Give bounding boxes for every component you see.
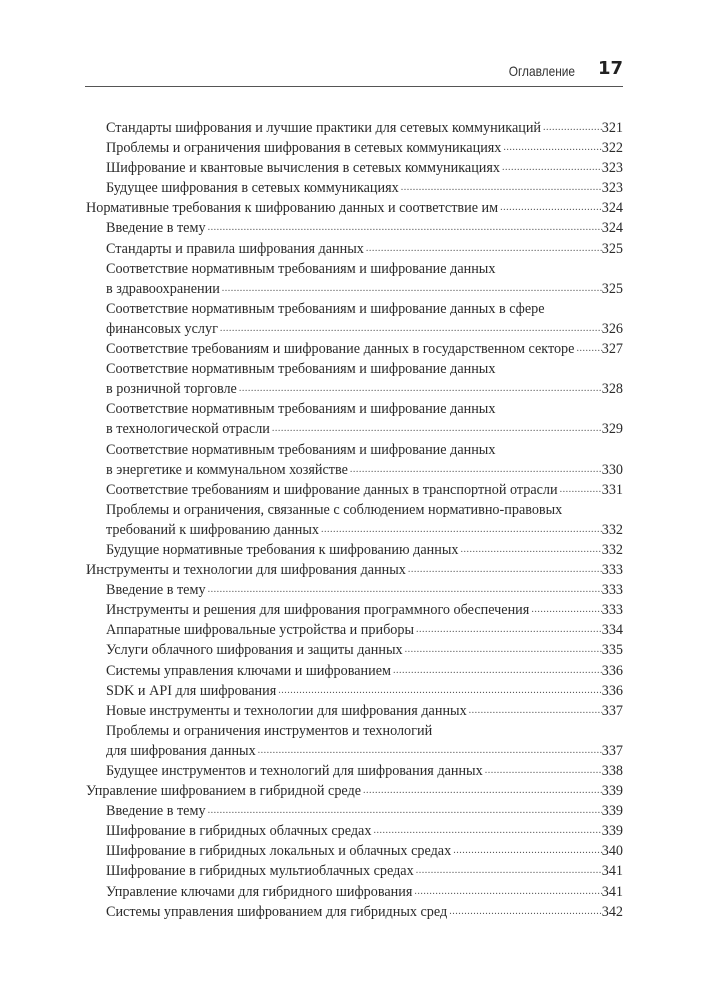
toc-entry-title: Инструменты и решения для шифрования программного обеспечения — [106, 602, 530, 619]
toc-entry-title: Введение в тему — [106, 582, 206, 599]
toc-entry-page: 323 — [601, 160, 623, 177]
toc-entry-title-part: Проблемы и ограничения, связанные с соблюдением нормативно-правовых — [106, 501, 563, 518]
toc-entry-title: Введение в тему — [106, 803, 206, 820]
toc-entry-title: Новые инструменты и технологии для шифрования данных — [106, 702, 467, 719]
dot-leader — [414, 861, 602, 881]
toc-entry-first-line — [106, 299, 623, 319]
toc-entry-title-part: Соответствие нормативным требованиям и шифрование данных в сфере — [106, 300, 545, 317]
toc-subsection-entry[interactable] — [86, 580, 623, 600]
toc-entry-page: 341 — [601, 863, 623, 880]
toc-entry-title: в энергетике и коммунальном хозяйстве — [106, 461, 348, 478]
toc-entry-page: 337 — [601, 702, 623, 719]
toc-subsection-entry[interactable] — [86, 600, 623, 620]
dot-leader — [364, 239, 602, 259]
dot-leader — [399, 178, 602, 198]
toc-entry-title: SDK и API для шифрования — [106, 682, 277, 699]
toc-entry-title: Проблемы и ограничения шифрования в сетевых коммуникациях — [106, 140, 502, 157]
toc-entry-page: 334 — [601, 622, 623, 639]
toc-entry-title: Управление шифрованием в гибридной среде — [86, 783, 362, 800]
dot-leader — [529, 600, 601, 620]
toc-entry-page: 337 — [601, 742, 623, 759]
toc-entry-title-part: Соответствие нормативным требованиям и шифрование данных — [106, 401, 496, 418]
toc-subsection-entry[interactable] — [86, 540, 623, 560]
dot-leader — [574, 339, 601, 359]
toc-entry-title: в здравоохранении — [106, 280, 220, 297]
toc-subsection-entry[interactable] — [86, 399, 623, 439]
toc-entry-page: 330 — [601, 461, 623, 478]
toc-entry-page: 333 — [601, 602, 623, 619]
toc-subsection-entry[interactable] — [86, 661, 623, 681]
toc-entry-page: 336 — [601, 682, 623, 699]
toc-subsection-entry[interactable] — [86, 681, 623, 701]
toc-entry-page: 341 — [601, 883, 623, 900]
toc-entry-page: 331 — [601, 481, 623, 498]
toc-subsection-entry[interactable] — [86, 761, 623, 781]
toc-entry-page: 326 — [601, 320, 623, 337]
toc-entry-page: 329 — [601, 421, 623, 438]
toc-section-entry[interactable] — [86, 560, 623, 580]
toc-entry-title-part: Проблемы и ограничения инструментов и технологий — [106, 722, 433, 739]
toc-entry-first-line — [106, 721, 623, 741]
toc-entry-title: Инструменты и технологии для шифрования данных — [86, 562, 406, 579]
toc-subsection-entry[interactable] — [86, 440, 623, 480]
toc-entry-page: 332 — [601, 521, 623, 538]
toc-entry-title: Аппаратные шифровальные устройства и приборы — [106, 622, 415, 639]
toc-entry-title: финансовых услуг — [106, 320, 218, 337]
dot-leader — [391, 661, 602, 681]
toc-section-entry[interactable] — [86, 198, 623, 218]
toc-entry-first-line — [106, 259, 623, 279]
toc-entry-title: Шифрование в гибридных мультиоблачных средах — [106, 863, 414, 880]
toc-subsection-entry[interactable] — [86, 861, 623, 881]
toc-entry-page: 340 — [601, 843, 623, 860]
toc-subsection-entry[interactable] — [86, 339, 623, 359]
toc-entry-page: 342 — [601, 903, 623, 920]
toc-entry-title: Услуги облачного шифрования и защиты данных — [106, 642, 403, 659]
header-page-number: 17 — [597, 58, 623, 79]
toc-entry-page: 323 — [601, 180, 623, 197]
table-of-contents — [86, 118, 623, 922]
toc-entry-title: Системы управления шифрованием для гибридных сред — [106, 903, 448, 920]
dot-leader — [371, 821, 601, 841]
toc-subsection-entry[interactable] — [86, 821, 623, 841]
toc-subsection-entry[interactable] — [86, 902, 623, 922]
toc-entry-page: 332 — [601, 541, 623, 558]
toc-entry-title: Будущее шифрования в сетевых коммуникациях — [106, 180, 399, 197]
dot-leader — [541, 118, 602, 138]
toc-entry-title-part: Соответствие нормативным требованиям и шифрование данных — [106, 361, 496, 378]
dot-leader — [206, 218, 602, 238]
toc-entry-page: 328 — [601, 381, 623, 398]
toc-entry-title: Стандарты и правила шифрования данных — [106, 240, 364, 257]
toc-subsection-entry[interactable] — [86, 620, 623, 640]
toc-entry-title: Шифрование в гибридных локальных и облачных средах — [106, 843, 452, 860]
toc-subsection-entry[interactable] — [86, 480, 623, 500]
toc-entry-title-part: Соответствие нормативным требованиям и шифрование данных — [106, 260, 496, 277]
toc-subsection-entry[interactable] — [86, 138, 623, 158]
toc-subsection-entry[interactable] — [86, 640, 623, 660]
dot-leader — [256, 741, 602, 761]
toc-entry-title: Введение в тему — [106, 220, 206, 237]
toc-subsection-entry[interactable] — [86, 158, 623, 178]
toc-entry-title: требований к шифрованию данных — [106, 521, 320, 538]
toc-entry-page: 336 — [601, 662, 623, 679]
toc-entry-title: Соответствие требованиям и шифрование данных в государственном секторе — [106, 341, 575, 358]
toc-entry-page: 324 — [601, 200, 623, 217]
running-header — [85, 56, 623, 87]
toc-subsection-entry[interactable] — [86, 299, 623, 339]
dot-leader — [220, 279, 602, 299]
toc-subsection-entry[interactable] — [86, 882, 623, 902]
dot-leader — [218, 319, 602, 339]
dot-leader — [498, 198, 602, 218]
toc-entry-title: в технологической отрасли — [106, 421, 270, 438]
toc-entry-page: 327 — [601, 341, 623, 358]
dot-leader — [558, 480, 602, 500]
dot-leader — [467, 701, 602, 721]
toc-entry-first-line — [106, 440, 623, 460]
toc-subsection-entry[interactable] — [86, 500, 623, 540]
toc-entry-page: 321 — [601, 120, 623, 136]
toc-section-entry[interactable] — [86, 781, 623, 801]
toc-entry-title: Будущее инструментов и технологий для шифрования данных — [106, 763, 483, 779]
toc-subsection-entry[interactable] — [86, 841, 623, 861]
toc-subsection-entry[interactable] — [86, 178, 623, 198]
toc-entry-title: Будущие нормативные требования к шифрованию данных — [106, 541, 459, 558]
toc-entry-page: 338 — [601, 763, 623, 779]
toc-subsection-entry[interactable] — [86, 721, 623, 761]
dot-leader — [206, 580, 602, 600]
dot-leader — [270, 419, 602, 439]
toc-entry-page: 333 — [601, 582, 623, 599]
toc-entry-page: 324 — [601, 220, 623, 237]
dot-leader — [406, 560, 602, 580]
toc-entry-title-part: Соответствие нормативным требованиям и шифрование данных — [106, 441, 496, 458]
dot-leader — [500, 158, 602, 178]
toc-entry-title: Стандарты шифрования и лучшие практики для сетевых коммуникаций — [106, 120, 542, 136]
toc-entry-page: 333 — [601, 562, 623, 579]
dot-leader — [276, 681, 601, 701]
toc-subsection-entry[interactable] — [86, 239, 623, 259]
dot-leader — [458, 540, 601, 560]
toc-subsection-entry[interactable] — [86, 218, 623, 238]
dot-leader — [403, 640, 602, 660]
header-section-title: Оглавление — [508, 63, 575, 79]
toc-entry-title: Шифрование в гибридных облачных средах — [106, 823, 372, 840]
toc-entry-first-line — [106, 500, 623, 520]
dot-leader — [483, 761, 602, 781]
dot-leader — [451, 841, 602, 861]
toc-entry-title: Системы управления ключами и шифрованием — [106, 662, 392, 679]
dot-leader — [501, 138, 601, 158]
toc-subsection-entry[interactable] — [86, 359, 623, 399]
dot-leader — [319, 520, 602, 540]
dot-leader — [414, 620, 602, 640]
toc-subsection-entry[interactable] — [86, 801, 623, 821]
dot-leader — [447, 902, 601, 922]
toc-entry-title: Нормативные требования к шифрованию данных и соответствие им — [86, 200, 499, 217]
toc-entry-title: Управление ключами для гибридного шифрования — [106, 883, 413, 900]
toc-entry-first-line — [106, 399, 623, 419]
dot-leader — [412, 882, 601, 902]
toc-entry-title: в розничной торговле — [106, 381, 237, 398]
toc-subsection-entry[interactable] — [86, 259, 623, 299]
toc-entry-page: 339 — [601, 823, 623, 840]
toc-entry-first-line — [106, 359, 623, 379]
toc-entry-page: 322 — [601, 140, 623, 157]
toc-entry-title: Шифрование и квантовые вычисления в сетевых коммуникациях — [106, 160, 501, 177]
toc-subsection-entry[interactable] — [86, 701, 623, 721]
dot-leader — [348, 460, 602, 480]
toc-entry-page: 325 — [601, 280, 623, 297]
toc-entry-page: 335 — [601, 642, 623, 659]
dot-leader — [237, 379, 602, 399]
dot-leader — [361, 781, 602, 801]
toc-entry-title: для шифрования данных — [106, 742, 256, 759]
toc-entry-page: 339 — [601, 803, 623, 820]
toc-entry-page: 339 — [601, 783, 623, 800]
toc-entry-title: Соответствие требованиям и шифрование данных в транспортной отрасли — [106, 481, 558, 498]
dot-leader — [206, 801, 602, 821]
toc-subsection-entry[interactable] — [86, 118, 623, 138]
toc-entry-page: 325 — [601, 240, 623, 257]
